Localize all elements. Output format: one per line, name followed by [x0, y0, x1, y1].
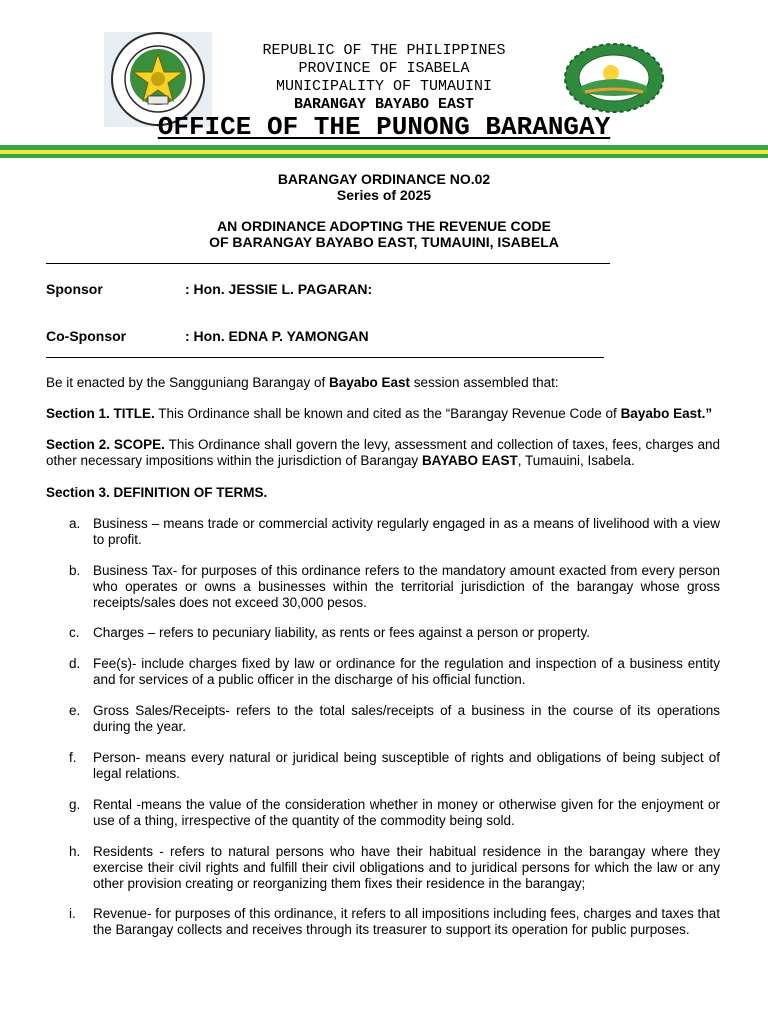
- cosponsor-value: : Hon. EDNA P. YAMONGAN: [185, 328, 369, 344]
- section-2: [46, 437, 720, 469]
- ordinance-title-line2: OF BARANGAY BAYABO EAST, TUMAUINI, ISABELA: [209, 234, 559, 250]
- section-2-text-end: , Tumauini, Isabela.: [517, 453, 635, 468]
- enacting-barangay: Bayabo East: [328, 375, 411, 390]
- definition-item: [46, 563, 720, 611]
- section-2-heading: Section 2. SCOPE.: [46, 437, 165, 452]
- office-title-text: OFFICE OF THE PUNONG BARANGAY: [157, 112, 611, 142]
- letterhead-municipality: MUNICIPALITY OF TUMAUINI: [275, 78, 493, 95]
- header-stripe-green-bottom: [0, 154, 768, 158]
- letterhead-province: PROVINCE OF ISABELA: [298, 60, 470, 77]
- section-2-bold: BAYABO EAST: [421, 453, 518, 468]
- definition-text: Business – means trade or commercial activity regularly engaged in as a means of livelihood with a view to profit.: [93, 516, 720, 547]
- definition-letter: e.: [69, 703, 81, 718]
- definition-item: [46, 656, 720, 688]
- section-1-heading: Section 1. TITLE.: [46, 406, 155, 421]
- section-1-text: This Ordinance shall be known and cited as the “Barangay Revenue Code of: [154, 406, 621, 421]
- definition-item: [46, 703, 720, 735]
- definition-text: Revenue- for purposes of this ordinance, it refers to all impositions including fees, charges and taxes that the Barangay collects and receives through its treasurer to support its operation for public purposes.: [93, 906, 720, 937]
- ordinance-series: Series of 2025: [336, 187, 432, 203]
- definition-text: Rental -means the value of the consideration whether in money or otherwise given for the enjoyment or use of a thing, irrespective of the quantity of the commodity being sold.: [93, 797, 720, 828]
- definition-letter: h.: [69, 844, 81, 859]
- definition-item: [46, 906, 720, 938]
- definition-item: [46, 750, 720, 782]
- ordinance-title-line1: AN ORDINANCE ADOPTING THE REVENUE CODE: [217, 218, 551, 234]
- section-1: [46, 406, 720, 422]
- definition-text: Residents - refers to natural persons who have their habitual residence in the barangay where they exercise their civil rights and fulfill their civil obligations and to juridical persons for which the law or any other provision creating or reorganizing them fixes their residence in the barangay;: [93, 844, 720, 891]
- cosponsor-label: Co-Sponsor: [46, 328, 127, 344]
- letterhead: [0, 42, 768, 114]
- definition-letter: i.: [69, 906, 76, 921]
- definition-item: [46, 516, 720, 548]
- definition-letter: c.: [69, 625, 80, 640]
- divider-bottom: [46, 357, 604, 358]
- definition-letter: g.: [69, 797, 81, 812]
- letterhead-barangay: BARANGAY BAYABO EAST: [293, 96, 475, 113]
- ordinance-number: BARANGAY ORDINANCE NO.02: [277, 171, 491, 187]
- definition-letter: a.: [69, 516, 81, 531]
- sponsor-label: Sponsor: [46, 281, 103, 297]
- definition-letter: f.: [69, 750, 77, 765]
- definition-item: [46, 797, 720, 829]
- section-3-heading: [46, 485, 720, 501]
- sponsor-value: : Hon. JESSIE L. PAGARAN:: [185, 281, 373, 297]
- office-title: [0, 112, 768, 142]
- divider-top: [46, 263, 610, 264]
- definition-text: Business Tax- for purposes of this ordinance refers to the mandatory amount exacted from every person who operates or owns a businesses within the territorial jurisdiction of the barangay whose gross receipts/sales does not exceed 30,000 pesos.: [93, 563, 720, 610]
- definition-item: [46, 844, 720, 892]
- enacting-clause: [46, 375, 720, 391]
- enacting-text-end: session assembled that:: [410, 375, 559, 390]
- definition-text: Person- means every natural or juridical being susceptible of rights and obligations of being subject of legal relations.: [93, 750, 720, 781]
- sponsor-row: [46, 281, 372, 297]
- letterhead-republic: REPUBLIC OF THE PHILIPPINES: [262, 42, 506, 59]
- definition-letter: d.: [69, 656, 81, 671]
- cosponsor-row: [46, 328, 369, 344]
- enacting-text: Be it enacted by the Sangguniang Barangay of: [46, 375, 329, 390]
- definition-letter: b.: [69, 563, 81, 578]
- definition-text: Charges – refers to pecuniary liability, as rents or fees against a person or property.: [93, 625, 590, 640]
- definition-text: Fee(s)- include charges fixed by law or ordinance for the regulation and inspection of a business entity and for services of a public officer in the discharge of his official function.: [93, 656, 720, 687]
- section-2-text: This Ordinance shall govern the levy, assessment and collection of taxes, fees, charges and other necessary impositions within the jurisdiction of Barangay: [46, 437, 720, 468]
- definition-item: [46, 625, 720, 641]
- section-1-bold: Bayabo East.”: [620, 406, 713, 421]
- definition-text: Gross Sales/Receipts- refers to the total sales/receipts of a business in the course of its operations during the year.: [93, 703, 720, 734]
- section-3-heading-text: Section 3. DEFINITION OF TERMS.: [46, 485, 268, 500]
